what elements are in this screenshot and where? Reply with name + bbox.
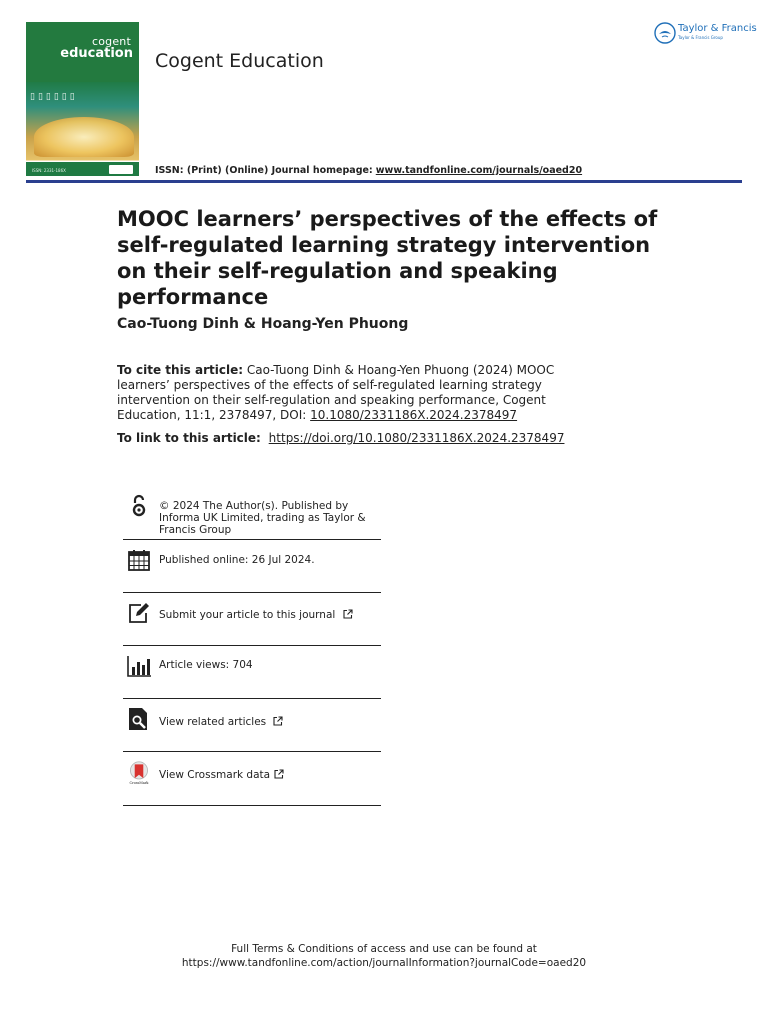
journal-cover [26,22,139,176]
terms-link[interactable]: https://www.tandfonline.com/action/journalInformation?journalCode=oaed20 [181,957,587,969]
copyright-text: © 2024 The Author(s). Published by Informa UK Limited, trading as Taylor & Francis Group [159,500,366,536]
article-info-list [123,490,381,806]
crossmark-caption: CrossMark [129,781,149,785]
published-date: Published online: 26 Jul 2024. [159,554,315,566]
crossmark-icon [127,761,151,785]
info-row-views [123,646,381,699]
header-rule [26,180,742,183]
submit-article-label: Submit your article to this journal [159,609,336,621]
info-row-copyright [123,490,381,540]
citation-label: To cite this article: [117,363,244,377]
publisher-logo[interactable] [654,22,757,46]
open-access-icon [127,494,151,518]
article-link-label: To link to this article: [117,431,261,445]
crossmark-label: View Crossmark data [159,769,271,781]
terms-line1: Full Terms & Conditions of access and use can be found at [231,943,537,955]
crossmark-link[interactable] [159,769,284,781]
issn-line [155,165,582,176]
info-row-published [123,540,381,593]
cover-name-line1: cogent [91,35,131,48]
citation-doi[interactable]: 10.1080/2331186X.2024.2378497 [310,408,518,422]
calendar-icon [127,548,151,572]
edit-icon [127,601,151,625]
external-link-icon [343,609,353,619]
article-doi-link[interactable]: https://doi.org/10.1080/2331186X.2024.2378497 [268,431,565,445]
related-articles-label: View related articles [159,716,267,728]
journal-name: Cogent Education [155,50,324,72]
article-title: MOOC learners’ perspectives of the effects of self-regulated learning strategy intervention on their self-regulation and speaking performance [117,207,658,309]
external-link-icon [273,716,283,726]
submit-article-link[interactable] [159,609,353,621]
cover-publisher-logo [109,165,133,174]
publisher-logo-icon [654,22,676,44]
search-document-icon [127,707,151,731]
article-link [117,431,564,445]
external-link-icon [274,769,284,779]
cover-issn: ISSN: 2331-186X [32,168,66,173]
terms-footer [0,942,768,970]
cover-decoration: ▯▯▯▯▯▯ [30,92,78,102]
journal-homepage-link[interactable]: www.tandfonline.com/journals/oaed20 [375,165,583,176]
article-authors: Cao-Tuong Dinh & Hoang-Yen Phuong [117,316,409,332]
citation-text: Cao-Tuong Dinh & Hoang-Yen Phuong (2024) MOOC learners’ perspectives of the effects of self-regulated learning strategy intervention on their self-regulation and speaking performance, Cogent Education, 11:1, 2378497, DOI: [117,363,555,422]
cover-book-illustration [34,117,134,157]
cover-name-line2: education [60,46,133,61]
related-articles-link[interactable] [159,716,283,728]
citation [117,363,597,423]
bar-chart-icon [127,654,151,678]
article-views: Article views: 704 [159,659,253,671]
issn-label: ISSN: (Print) (Online) Journal homepage: [155,165,373,176]
info-row-related[interactable] [123,699,381,752]
publisher-brand: Taylor & Francis [678,23,757,34]
info-row-crossmark[interactable] [123,752,381,806]
publisher-sub: Taylor & Francis Group [678,35,723,40]
info-row-submit[interactable] [123,593,381,646]
